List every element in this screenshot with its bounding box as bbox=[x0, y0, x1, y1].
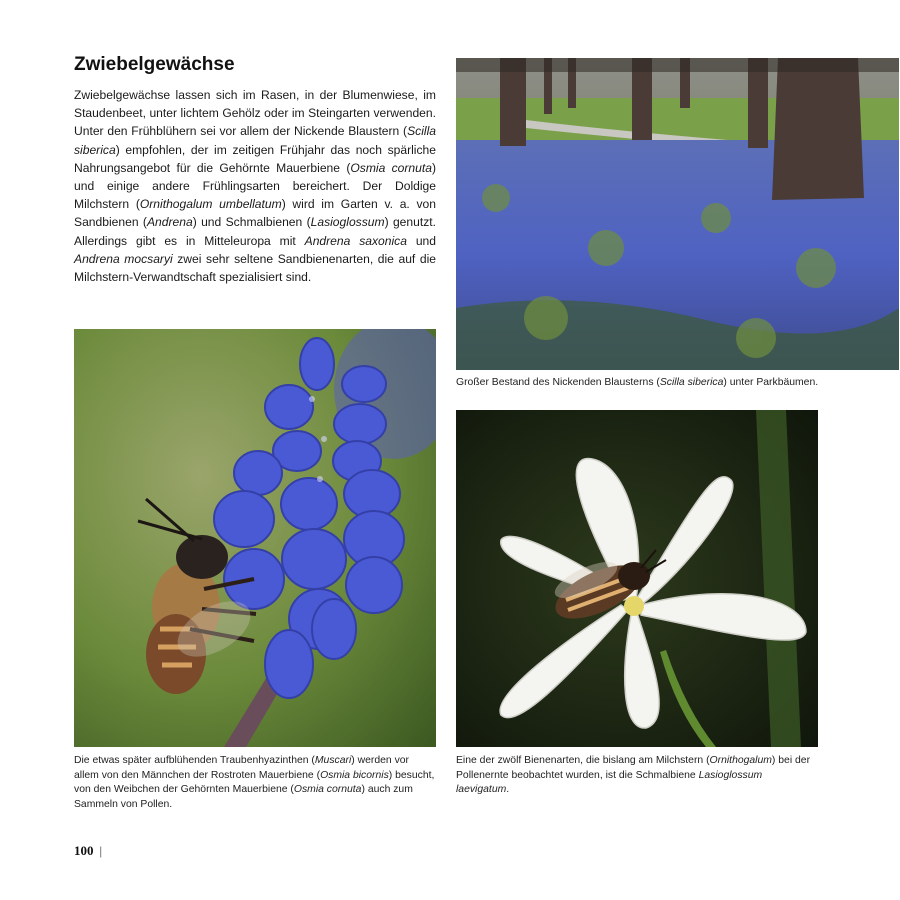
text-run: Zwiebelgewächse lassen sich im Rasen, in der Blumenwiese, im Staudenbeet, unter lichtem Gehölz oder im Steingarten verwenden. Unter den Frühblühern sei vor allem der Nickende Blaustern ( bbox=[74, 88, 436, 139]
page-number bbox=[74, 843, 102, 859]
photo-muscari-bee bbox=[74, 329, 436, 747]
text-run: ) empfohlen, der im zeitigen Frühjahr das noch spärliche Nahrungsangebot für die Gehörnte Mauerbiene ( bbox=[74, 142, 436, 175]
text-run: zwei sehr seltene Sandbienenarten, die auf die Milchstern-Verwandtschaft spezialisiert sind. bbox=[74, 251, 436, 285]
text-run: ) genutzt. Allerdings gibt es in Mitteleuropa mit bbox=[74, 215, 436, 248]
section-heading: Zwiebelgewächse bbox=[74, 54, 235, 75]
text-run: ) besucht, von den Weibchen der Gehörnten Mauerbiene ( bbox=[74, 769, 435, 796]
text-run: und bbox=[406, 233, 436, 248]
text-run: . bbox=[506, 784, 510, 796]
italic-term: Andrena bbox=[146, 215, 193, 230]
italic-term: Muscari bbox=[314, 755, 352, 766]
text-run: ) und Schmalbienen ( bbox=[192, 215, 311, 230]
italic-term: Ornithogalum umbellatum bbox=[139, 197, 282, 212]
italic-term: Ornithogalum bbox=[709, 755, 772, 766]
italic-term: Osmia bicornis bbox=[320, 769, 389, 781]
text-run: ) bei der Pollenernte beobachtet wurden, ist die Schmalbiene bbox=[456, 755, 811, 781]
italic-term: Osmia cornuta bbox=[350, 160, 432, 175]
italic-term: Lasioglossum bbox=[310, 215, 385, 230]
text-run: Großer Bestand des Nickenden Blausterns ( bbox=[456, 377, 660, 388]
photo-ornithogalum-bee bbox=[456, 410, 818, 747]
text-run: ) auch zum Sammeln von Pollen. bbox=[74, 784, 413, 810]
italic-term: Andrena mocsaryi bbox=[74, 251, 173, 266]
italic-term: Osmia cornuta bbox=[293, 784, 362, 796]
italic-term: Scilla siberica bbox=[659, 377, 724, 388]
intro-text bbox=[74, 86, 436, 286]
text-run: Eine der zwölf Bienenarten, die bislang am Milchstern ( bbox=[456, 755, 710, 766]
caption-muscari-bee bbox=[74, 754, 436, 812]
text-run: ) werden vor allem von den Männchen der Rostroten Mauerbiene ( bbox=[74, 755, 410, 781]
text-run: Die etwas später aufblühenden Traubenhyazinthen ( bbox=[74, 755, 315, 766]
page-number-separator: | bbox=[99, 843, 103, 858]
caption-ornithogalum-bee bbox=[456, 754, 818, 798]
text-run: ) wird im Garten v. a. von Sandbienen ( bbox=[74, 197, 436, 230]
italic-term: Andrena saxonica bbox=[304, 233, 407, 248]
page-number-value: 100 bbox=[74, 843, 94, 858]
intro-paragraph bbox=[74, 86, 436, 286]
text-run: ) unter Parkbäumen. bbox=[723, 377, 819, 388]
italic-term: Scilla siberica bbox=[74, 124, 436, 157]
caption-scilla-park bbox=[456, 376, 899, 391]
italic-term: Lasioglossum laevigatum bbox=[456, 769, 763, 796]
photo-scilla-park bbox=[456, 58, 899, 370]
text-run: ) und einige andere Frühlingsarten bereichert. Der Doldige Milchstern ( bbox=[74, 160, 436, 212]
